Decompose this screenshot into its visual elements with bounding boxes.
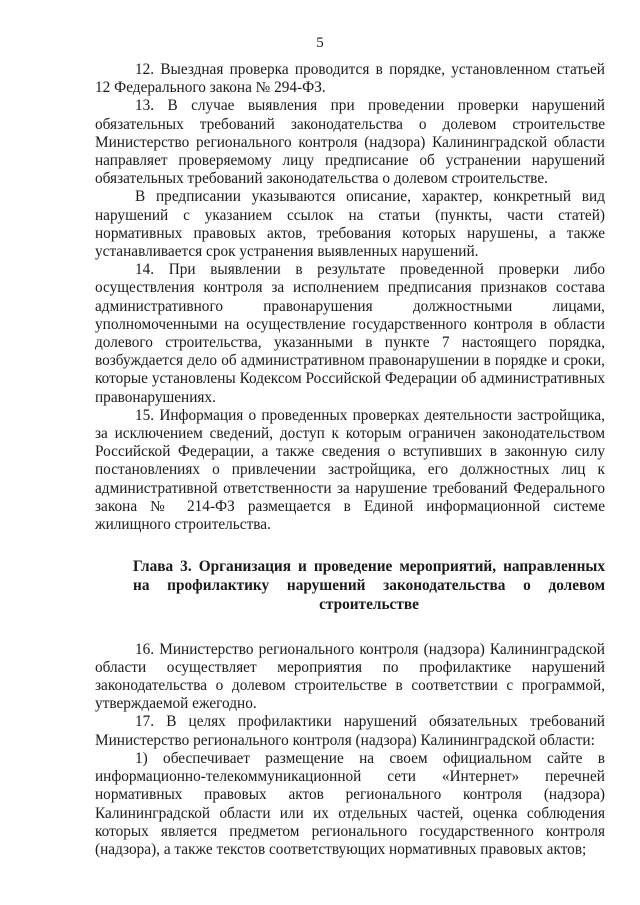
paragraph-17: 17. В целях профилактики нарушений обязательных требований Министерство регионального контроля (надзора) Калининградской области: bbox=[95, 713, 605, 749]
paragraph-16: 16. Министерство регионального контроля (надзора) Калининградской области осуществляет мероприятия по профилактике нарушений законодательства о долевом строительстве в соответствии с программой, утверждаемой ежегодно. bbox=[95, 640, 605, 713]
paragraph-14: 14. При выявлении в результате проведенной проверки либо осуществления контроля за исполнением предписания признаков состава административного правонарушения должностными лицами, уполномоченными на осуществление государственного контроля в области долевого строительства, указанными в пункте 7 настоящего порядка, возбуждается дело об административном правонарушении в порядке и сроки, которые установлены Кодексом Российской Федерации об административных правонарушениях. bbox=[95, 261, 605, 406]
paragraph-15: 15. Информация о проведенных проверках деятельности застройщика, за исключением сведений, доступ к которым ограничен законодательством Российской Федерации, а также сведения о вступивших в законную силу постановлениях о привлечении застройщика, его должностных лиц к административной ответственности за нарушение требований Федерального закона № 214-ФЗ размещается в Единой информационной системе жилищного строительства. bbox=[95, 406, 605, 534]
paragraph-17-item-1: 1) обеспечивает размещение на своем официальном сайте в информационно-телекоммуникационной сети «Интернет» перечней нормативных правовых актов регионального контроля (надзора) Калининградской области или их отдельных частей, оценка соблюдения которых является предметом регионального государственного контроля (надзора), а также текстов соответствующих нормативных правовых актов; bbox=[95, 749, 605, 858]
paragraph-12: 12. Выездная проверка проводится в порядке, установленном статьей 12 Федерального закона № 294-ФЗ. bbox=[95, 61, 605, 97]
paragraph-13: 13. В случае выявления при проведении проверки нарушений обязательных требований законодательства о долевом строительстве Министерство регионального контроля (надзора) Калининградской области направляет проверяемому лицу предписание об устранении нарушений обязательных требований законодательства о долевом строительстве. bbox=[95, 97, 605, 188]
document-body bbox=[95, 61, 605, 859]
paragraph-13-prescription: В предписании указываются описание, характер, конкретный вид нарушений с указанием ссылок на статьи (пункты, части статей) нормативных правовых актов, требования которых нарушены, а также устанавливается срок устранения выявленных нарушений. bbox=[95, 188, 605, 261]
page-number: 5 bbox=[316, 35, 324, 51]
chapter-heading: Глава 3. Организация и проведение мероприятий, направленных на профилактику нарушений законодательства о долевом строительстве bbox=[133, 558, 605, 613]
